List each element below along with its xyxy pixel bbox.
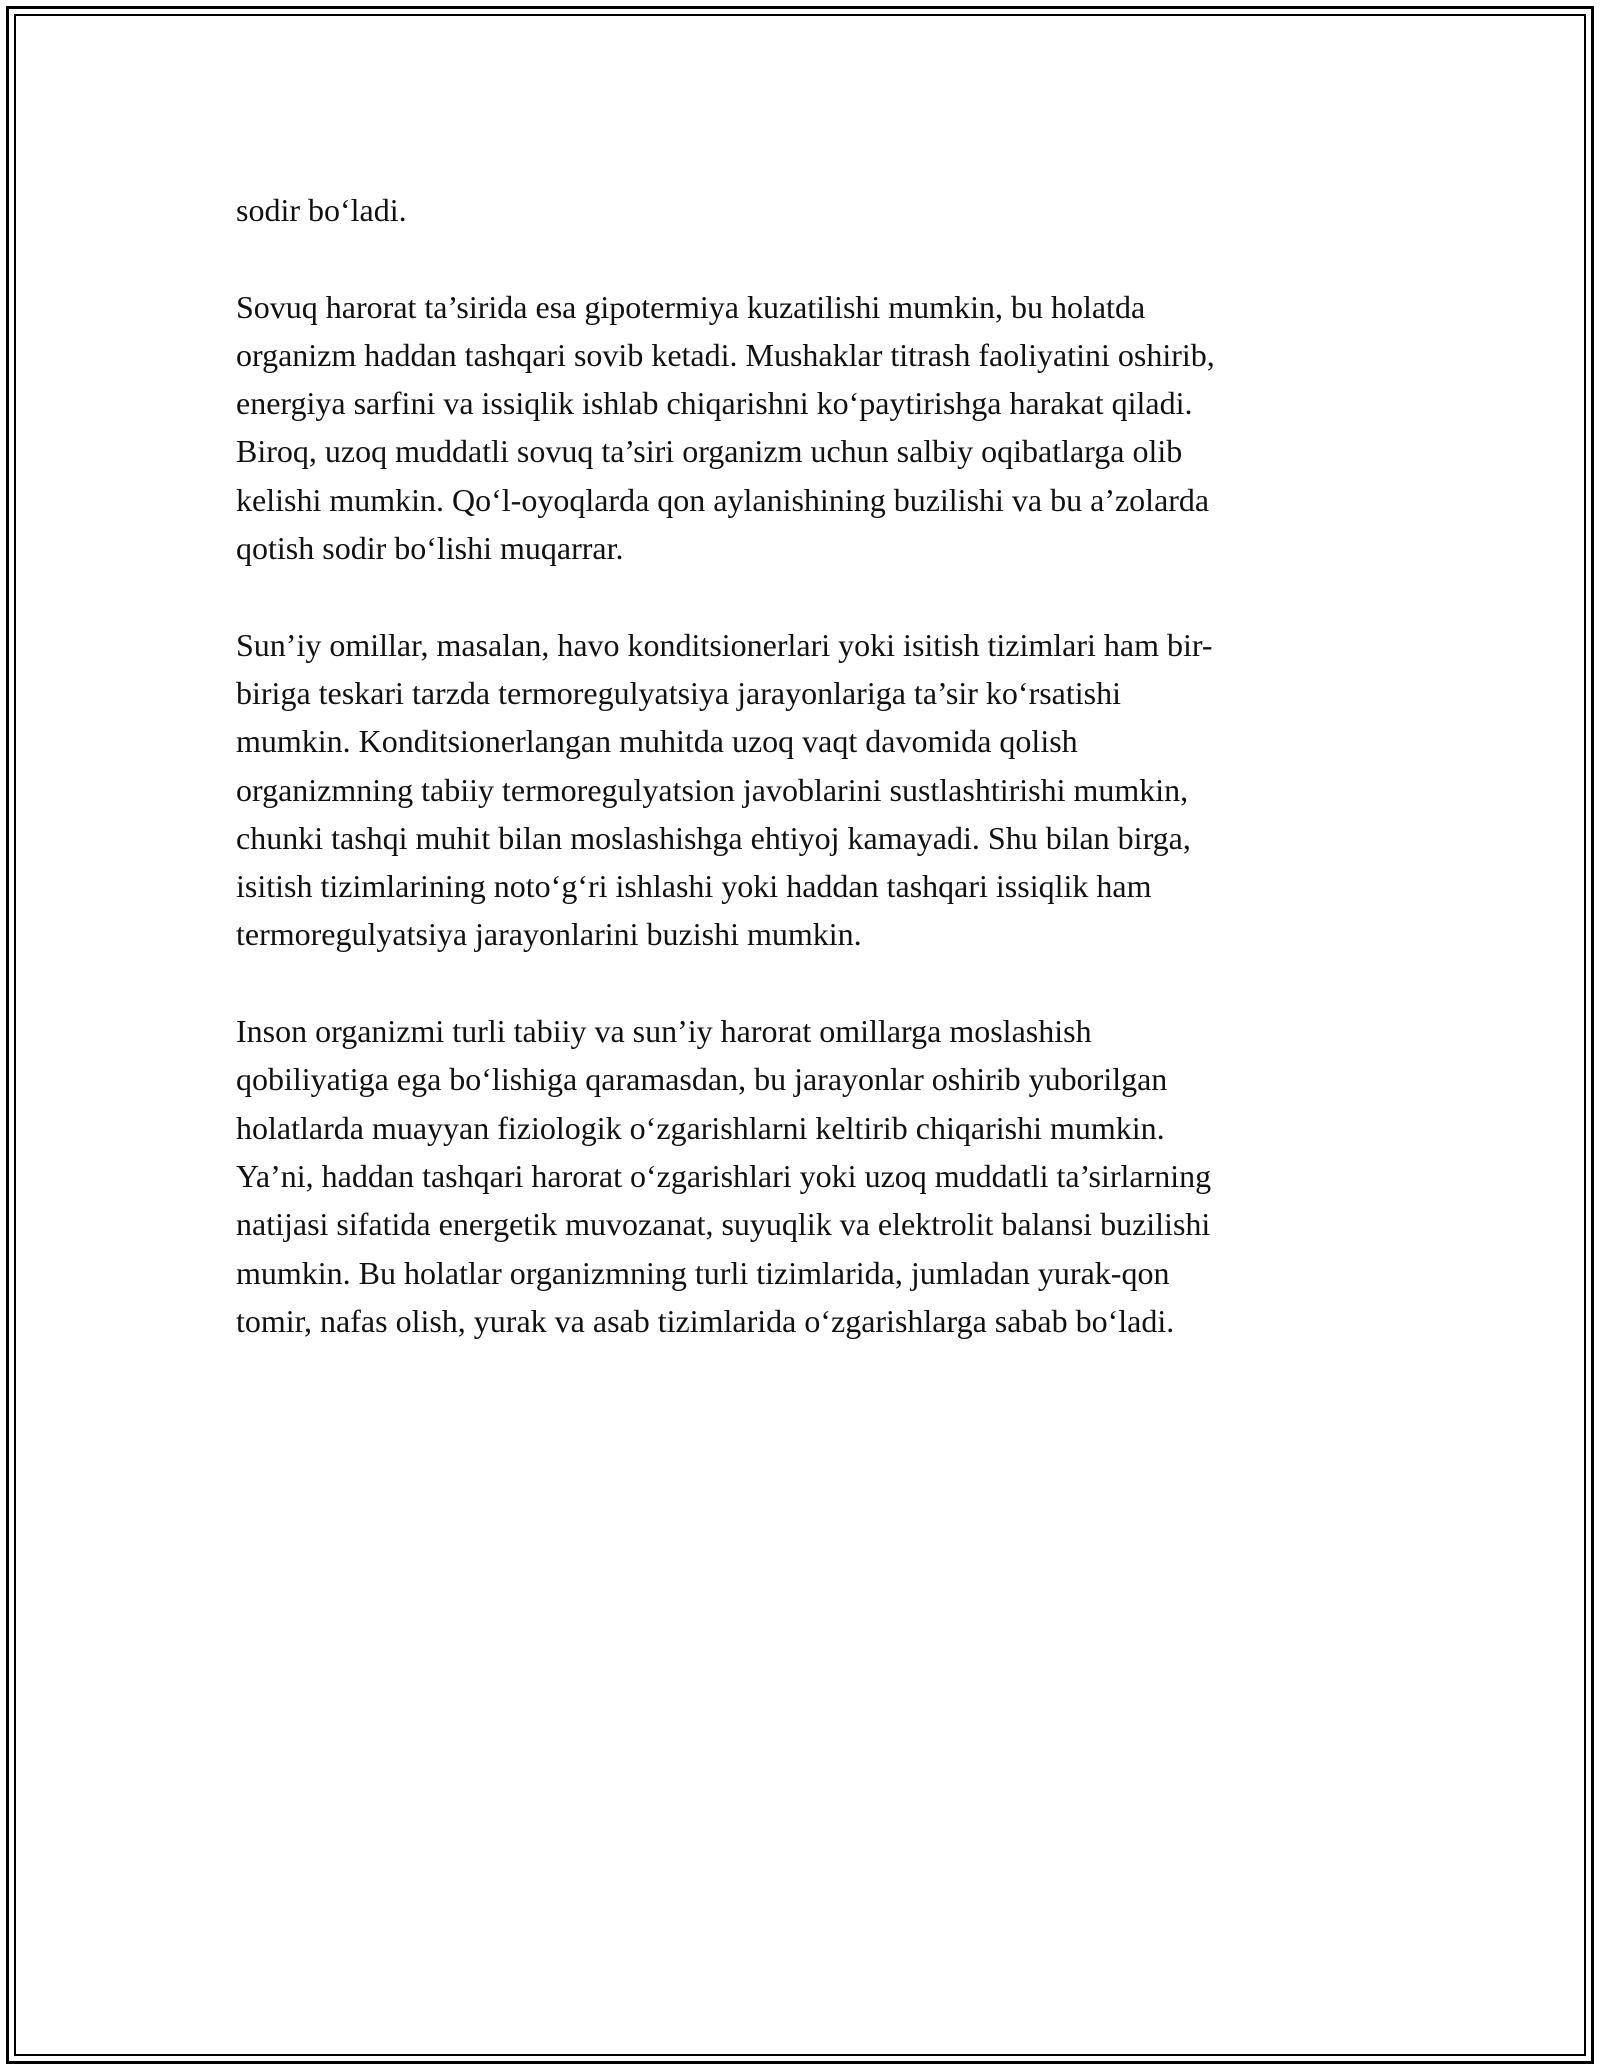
paragraph-1 xyxy=(236,186,1366,234)
text-line: holatlarda muayyan fiziologik o‘zgarishlarni keltirib chiqarishi mumkin. xyxy=(236,1109,1165,1146)
text-line: kelishi mumkin. Qo‘l-oyoqlarda qon aylanishining buzilishi va bu a’zolarda xyxy=(236,481,1210,518)
text-line: chunki tashqi muhit bilan moslashishga ehtiyoj kamayadi. Shu bilan birga, xyxy=(236,819,1191,856)
paragraph-2 xyxy=(236,283,1366,573)
document-body xyxy=(236,186,1366,1393)
text-line: organizm haddan tashqari sovib ketadi. Mushaklar titrash faoliyatini oshirib, xyxy=(236,336,1215,373)
text-line: sodir bo‘ladi. xyxy=(236,192,407,228)
text-line: biriga teskari tarzda termoregulyatsiya jarayonlariga ta’sir ko‘rsatishi xyxy=(236,674,1121,711)
text-line: Sovuq harorat ta’sirida esa gipotermiya kuzatilishi mumkin, bu holatda xyxy=(236,288,1146,325)
text-line: Ya’ni, haddan tashqari harorat o‘zgarishlari yoki uzoq muddatli ta’sirlarning xyxy=(236,1157,1212,1194)
text-line: mumkin. Konditsionerlangan muhitda uzoq vaqt davomida qolish xyxy=(236,723,1078,760)
text-line: qotish sodir bo‘lishi muqarrar. xyxy=(236,530,624,567)
text-line: qobiliyatiga ega bo‘lishiga qaramasdan, bu jarayonlar oshirib yuborilgan xyxy=(236,1061,1168,1098)
text-line: termoregulyatsiya jarayonlarini buzishi mumkin. xyxy=(236,916,862,953)
text-line: tomir, nafas olish, yurak va asab tizimlarida o‘zgarishlarga sabab bo‘ladi. xyxy=(236,1302,1175,1339)
text-line: Sun’iy omillar, masalan, havo konditsionerlari yoki isitish tizimlari ham bir- xyxy=(236,626,1213,663)
text-line: Inson organizmi turli tabiiy va sun’iy harorat omillarga moslashish xyxy=(236,1013,1092,1050)
text-line: energiya sarfini va issiqlik ishlab chiqarishni ko‘paytirishga harakat qiladi. xyxy=(236,385,1193,422)
text-line: mumkin. Bu holatlar organizmning turli tizimlarida, jumladan yurak-qon xyxy=(236,1254,1170,1291)
paragraph-4 xyxy=(236,1007,1366,1345)
text-line: natijasi sifatida energetik muvozanat, suyuqlik va elektrolit balansi buzilishi xyxy=(236,1206,1211,1243)
text-line: Biroq, uzoq muddatli sovuq ta’siri organizm uchun salbiy oqibatlarga olib xyxy=(236,433,1183,470)
paragraph-3 xyxy=(236,621,1366,959)
text-line: isitish tizimlarining noto‘g‘ri ishlashi yoki haddan tashqari issiqlik ham xyxy=(236,868,1152,905)
text-line: organizmning tabiiy termoregulyatsion javoblarini sustlashtirishi mumkin, xyxy=(236,771,1189,808)
